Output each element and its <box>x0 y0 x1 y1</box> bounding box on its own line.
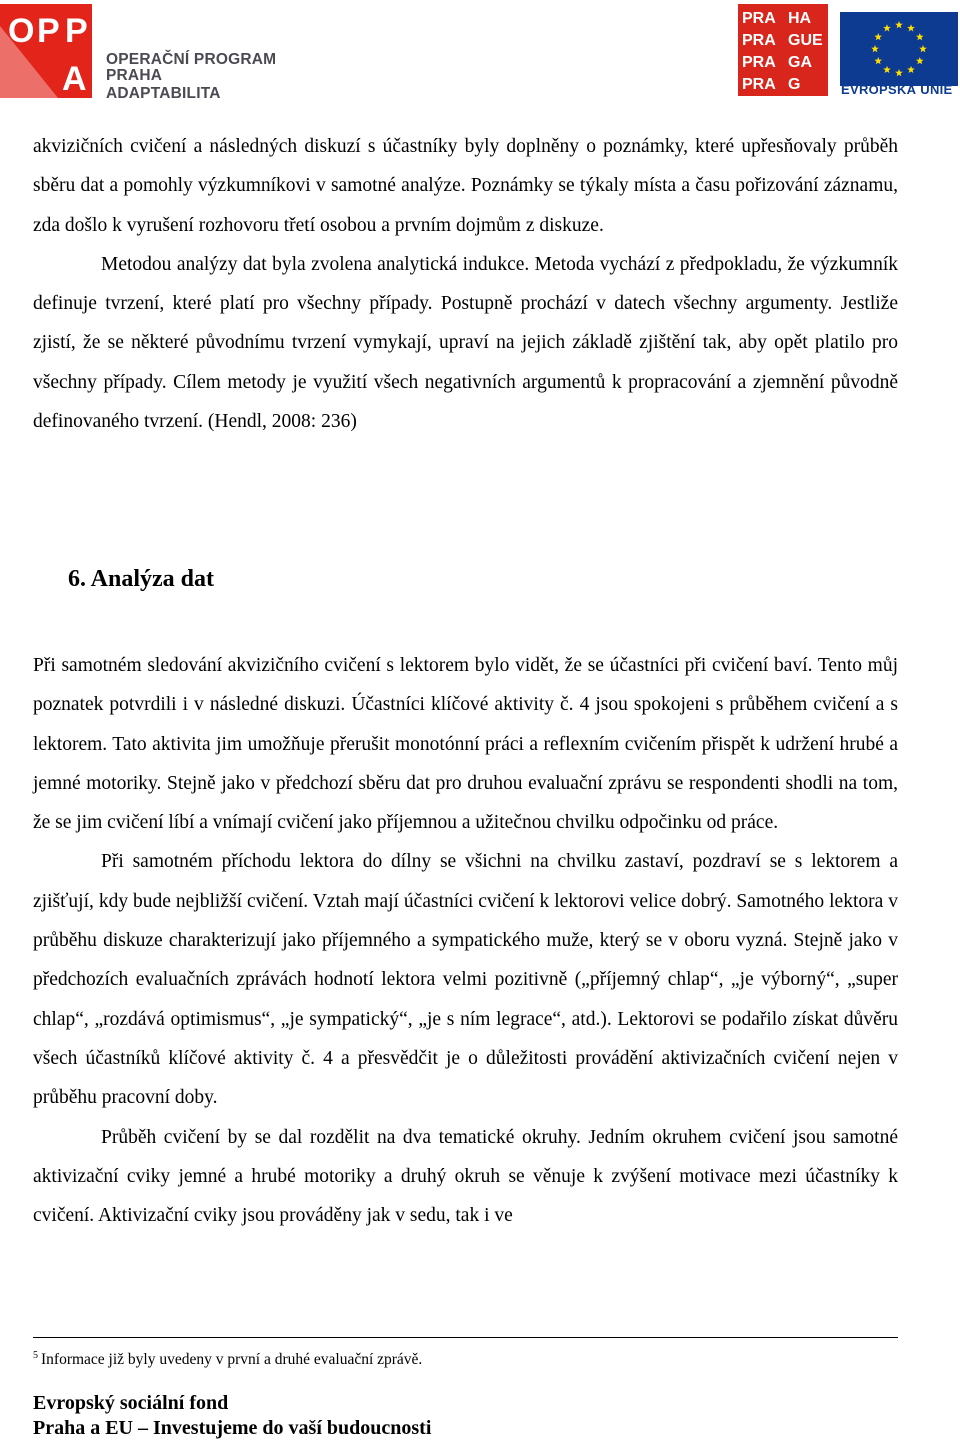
paragraph: Metodou analýzy dat byla zvolena analytická indukce. Metoda vychází z předpokladu, že výzkumník definuje tvrzení, které platí pro všechny případy. Postupně prochází v datech všechny argumenty. Jestliže zjistí, že se některé původnímu tvrzení vymykají, upraví na jejich základě zjištění tak, aby opět platilo pro všechny případy. Cílem metody je využití všech negativních argumentů k propracování a zjemnění původně definovaného tvrzení. (Hendl, 2008: 236) <box>33 253 898 433</box>
praha-logo-text: G <box>788 76 801 93</box>
footnote-separator <box>33 1337 898 1338</box>
opp-logo-mark <box>0 4 92 98</box>
footer-line1: Evropský sociální fond <box>33 1392 229 1414</box>
section-heading: 6. Analýza dat <box>68 566 215 592</box>
praha-logo-text: PRA <box>742 76 776 93</box>
praha-logo-text: PRA <box>742 10 776 27</box>
footer-line2: Praha a EU – Investujeme do vaší budoucnosti <box>33 1417 432 1439</box>
praha-logo-text: GUE <box>788 32 823 49</box>
footnote <box>33 1350 422 1369</box>
footnote-text: Informace již byly uvedeny v první a druhé evaluační zprávě. <box>41 1351 423 1368</box>
footnote-number: 5 <box>33 1350 38 1361</box>
eu-label: EVROPSKÁ UNIE <box>841 82 953 97</box>
opp-program-name <box>106 52 330 102</box>
opp-praha-adaptabilita-logo <box>0 4 330 102</box>
opp-letter: P <box>37 12 60 50</box>
paragraph: Při samotném sledování akvizičního cvičení s lektorem bylo vidět, že se účastníci při cvičení baví. Tento můj poznatek potvrdili i v následné diskuzi. Účastníci klíčové aktivity č. 4 jsou spokojeni s průběhem cvičení a s lektorem. Tato aktivita jim umožňuje přerušit monotónní práci a reflexním cvičením přispět k udržení hrubé a jemné motoriky. Stejně jako v předchozí sběru dat pro druhou evaluační zprávu se respondenti shodli na tom, že se jim cvičení líbí a vnímají cvičení jako příjemnou a užitečnou chvilku odpočinku od práce. <box>33 655 898 834</box>
paragraph: akvizičních cvičení a následných diskuzí s účastníky byly doplněny o poznámky, které upřesňovaly průběh sběru dat a pomohly výzkumníkovi v samotné analýze. Poznámky se týkaly místa a času pořizování záznamu, zda došlo k vyrušení rozhovoru třetí osobou a prvním dojmům z diskuze. <box>33 136 898 236</box>
body-text-top <box>33 127 898 441</box>
opp-letter: A <box>62 60 87 98</box>
page-header <box>0 0 960 100</box>
praha-logo-text: HA <box>788 10 812 27</box>
praha-logo-text: PRA <box>742 32 776 49</box>
opp-line1: OPERAČNÍ PROGRAM PRAHA <box>106 51 277 84</box>
body-text-bottom <box>33 646 898 1235</box>
praha-prague-logo <box>738 4 828 96</box>
opp-line2: ADAPTABILITA <box>106 85 221 102</box>
opp-letter: O <box>8 12 35 50</box>
page-footer <box>33 1391 431 1441</box>
opp-letter: P <box>65 12 88 50</box>
paragraph: Průběh cvičení by se dal rozdělit na dva tematické okruhy. Jedním okruhem cvičení jsou samotné aktivizační cviky jemné a hrubé motoriky a druhý okruh se věnuje k zvýšení motivace mezi účastníky k cvičení. Aktivizační cviky jsou prováděny jak v sedu, tak i ve <box>33 1126 898 1227</box>
paragraph: Při samotném příchodu lektora do dílny se všichni na chvilku zastaví, pozdraví se s lektorem a zjišťují, kdy bude nejbližší cvičení. Vztah mají účastníci cvičení k lektorovi velice dobrý. Samotného lektora v průběhu diskuze charakterizují jako příjemného a sympatického muže, který se v oboru vyzná. Stejně jako v předchozích evaluačních zprávách hodnotí lektora velmi pozitivně („příjemný chlap“, „je výborný“, „super chlap“, „rozdává optimismus“, „je sympatický“, „je s ním legrace“, atd.). Lektorovi se podařilo získat důvěru všech účastníků klíčové aktivity č. 4 a přesvědčit je o důležitosti provádění aktivizačních cvičení nejen v průběhu pracovní doby. <box>33 851 898 1109</box>
praha-logo-text: PRA <box>742 54 776 71</box>
praha-logo-text: GA <box>788 54 812 71</box>
